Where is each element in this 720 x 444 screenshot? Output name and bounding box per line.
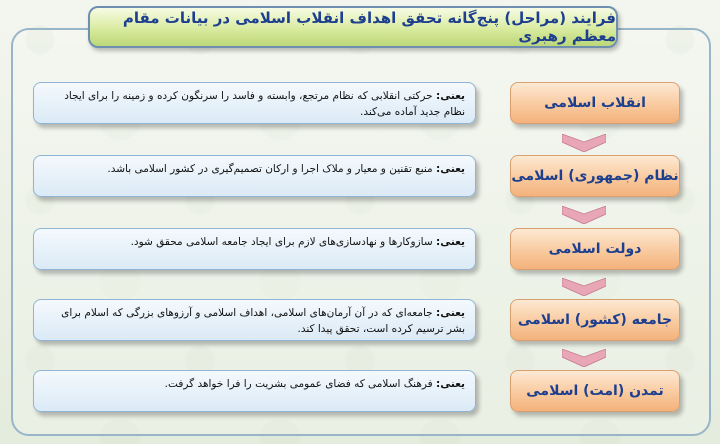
stage-box — [510, 228, 680, 270]
description-lead: یعنی: — [436, 90, 465, 102]
description-text: فرهنگ اسلامی که فضای عمومی بشریت را فرا خواهد گرفت. — [164, 378, 433, 390]
chevron-down-arrow — [562, 278, 606, 296]
stage-label: دولت اسلامی — [548, 241, 642, 257]
description-text: منبع تقنین و معیار و ملاک اجرا و ارکان تصمیم‌گیری در کشور اسلامی باشد. — [107, 163, 433, 175]
chevron-down-arrow — [562, 206, 606, 224]
stage-label: انقلاب اسلامی — [544, 95, 646, 111]
description-lead: یعنی: — [436, 378, 465, 390]
description-box — [33, 228, 476, 270]
description-box — [33, 155, 476, 197]
description-text: جامعه‌ای که در آن آرمان‌های اسلامی، اهداف اسلامی و آرزوهای بزرگی که اسلام برای بشر ترسیم کرده است، تحقق پیدا کند. — [61, 307, 465, 335]
diagram-title: فرایند (مراحل) پنج‌گانه تحقق اهداف انقلاب اسلامی در بیانات مقام معظم رهبری — [88, 6, 618, 48]
stage-label: جامعه (کشور) اسلامی — [517, 312, 673, 328]
chevron-down-arrow — [562, 349, 606, 367]
description-lead: یعنی: — [436, 307, 465, 319]
chevron-down-arrow — [562, 134, 606, 152]
description-text: سازوکارها و نهادسازی‌های لازم برای ایجاد جامعه اسلامی محقق شود. — [130, 236, 433, 248]
description-lead: یعنی: — [436, 163, 465, 175]
description-box — [33, 370, 476, 412]
stage-box — [510, 155, 680, 197]
description-text: حرکتی انقلابی که نظام مرتجع، وابسته و فاسد را سرنگون کرده و زمینه را برای ایجاد نظام جدید آماده می‌کند. — [64, 90, 465, 118]
stage-label: نظام (جمهوری) اسلامی — [511, 168, 679, 184]
stage-box — [510, 299, 680, 341]
stage-label: تمدن (امت) اسلامی — [526, 383, 664, 399]
description-lead: یعنی: — [436, 236, 465, 248]
description-box — [33, 82, 476, 124]
stage-box — [510, 82, 680, 124]
stage-box — [510, 370, 680, 412]
description-box — [33, 299, 476, 341]
